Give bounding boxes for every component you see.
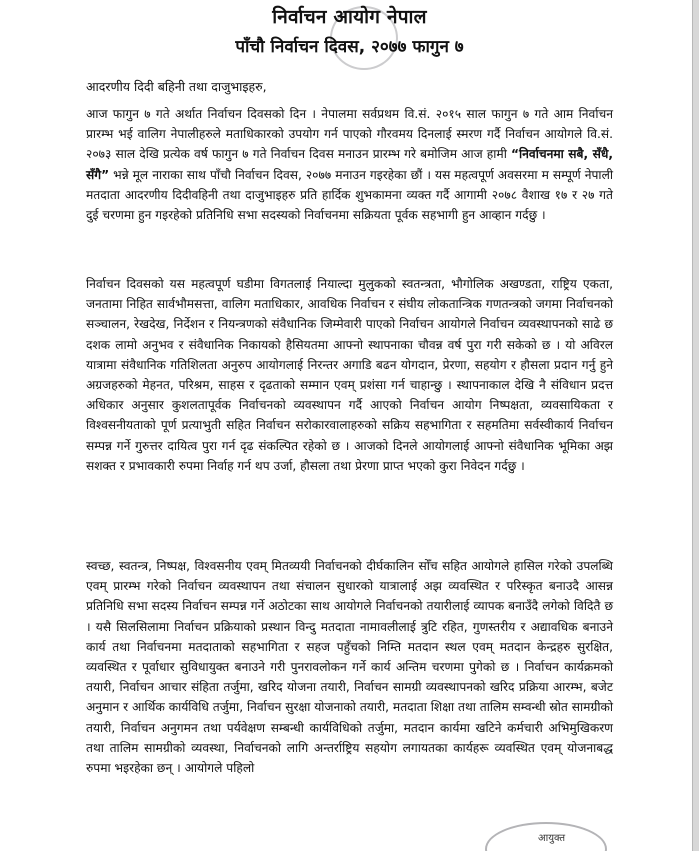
paragraph-1 — [86, 104, 613, 225]
organization-title: निर्वाचन आयोग नेपाल — [272, 6, 427, 28]
stamp-bottom-text: आयुक्त — [538, 833, 566, 844]
event-title: पाँचौ निर्वाचन दिवस, २०७७ फागुन ७ — [235, 37, 464, 57]
paragraph-1-part-1: आज फागुन ७ गते अर्थात निर्वाचन दिवसको दिन । नेपालमा सर्वप्रथम वि.सं. २०१५ साल फागुन ७ गते आम निर्वाचन प्रारम्भ भई वालिग नेपालीहरुले मताधिकारको उपयोग गर्न पाएको गौरवमय दिनलाई स्मरण गर्दै निर्वाचन आयोगले वि.सं. २०७३ साल देखि प्रत्येक वर्ष फागुन ७ गते निर्वाचन दिवस मनाउन प्रारम्भ गरे बमोजिम आज हामी — [86, 107, 613, 162]
salutation: आदरणीय दिदी बहिनी तथा दाजुभाइहरु, — [86, 79, 267, 94]
paragraph-2: निर्वाचन दिवसको यस महत्वपूर्ण घडीमा विगतलाई नियाल्दा मुलुकको स्वतन्त्रता, भौगोलिक अखण्डता, राष्ट्रिय एकता, जनतामा निहित सार्वभौमसत्ता, वालिग मताधिकार, आवधिक निर्वाचन र संघीय लोकतान्त्रिक गणतन्त्रको जगमा निर्वाचनको सञ्चालन, रेखदेख, निर्देशन र नियन्त्रणको संवैधानिक जिम्मेवारी पाएको निर्वाचन आयोगले निर्वाचन व्यवस्थापनको साढे छ दशक लामो अनुभव र संवैधानिक निकायको हैसियतमा आफ्नो स्थापनाका चौवन्न वर्ष पुरा गरी सकेको छ । यो अविरल यात्रामा संवैधानिक गतिशिलता अनुरुप आयोगलाई निरन्तर अगाडि बढन योगदान, प्रेरणा, सहयोग र हौसला प्रदान गर्नु हुने अग्रजहरुको मेहनत, परिश्रम, साहस र दृढताको सम्मान एवम् प्रशंसा गर्न चाहान्छु । स्थापनाकाल देखि नै संविधान प्रदत्त अधिकार अनुसार कुशलतापूर्वक निर्वाचनको व्यवस्थापन गर्दै आएको निर्वाचन आयोग निष्पक्षता, व्यवसायिकता र विश्वसनीयताको पूर्ण प्रत्याभुती सहित निर्वाचन सरोकारवालाहरुको सक्रिय सहभागिता र सहमतिमा सर्वस्वीकार्य निर्वाचन सम्पन्न गर्ने गुरुत्तर दायित्व पुरा गर्न दृढ संकल्पित रहेको छ । आजको दिनले आयोगलाई आफ्नो संवैधानिक भूमिका अझ सशक्त र प्रभावकारी रुपमा निर्वाह गर्न थप उर्जा, हौसला तथा प्रेरणा प्राप्त भएको कुरा निवेदन गर्दछु । — [86, 277, 613, 473]
page-edge — [692, 0, 699, 851]
slogan-text: “निर्वाचनमा सबै, सँधै, सँगै” — [86, 147, 613, 182]
letter-header — [0, 4, 699, 60]
paragraph-3: स्वच्छ, स्वतन्त्र, निष्पक्ष, विश्वसनीय एवम् मितव्ययी निर्वाचनको दीर्घकालिन सोँच सहित आयोगले हासिल गरेको उपलब्धि एवम् प्रारम्भ गरेको निर्वाचन व्यवस्थापन तथा संचालन सुधारको यात्रालाई अझ व्यवस्थित र परिस्कृत बनाउदै आसन्न प्रतिनिधि सभा सदस्य निर्वाचन सम्पन्न गर्ने अठोटका साथ आयोगले निर्वाचनको तयारीलाई व्यापक बनाउँदै लगेको विदितै छ । यसै सिलसिलामा निर्वाचन प्रक्रियाको प्रस्थान विन्दु मतदाता नामावलीलाई त्रुटि रहित, गुणस्तरीय र अद्यावधिक बनाउने कार्य तथा निर्वाचनमा मतदाताको सहभागिता र सहज पहुँचको निम्ति मतदान स्थल एवम् मतदान केन्द्रहरु सुरक्षित, व्यवस्थित र पूर्वाधार सुविधायुक्त बनाउने गरी पुनरावलोकन गर्ने कार्य अन्तिम चरणमा पुगेको छ । निर्वाचन कार्यक्रमको तयारी, निर्वाचन आचार संहिता तर्जुमा, खरिद योजना तयारी, निर्वाचन सामग्री व्यवस्थापनको खरिद प्रक्रिया आरम्भ, बजेट अनुमान र आर्थिक कार्यविधि तर्जुमा, निर्वाचन सुरक्षा योजनाको तयारी, मतदाता शिक्षा तथा तालिम सम्वन्धी स्रोत सामग्रीको तयारी, निर्वाचन अनुगमन तथा पर्यवेक्षण सम्बन्धी कार्यविधिको तर्जुमा, मतदान कार्यमा खटिने कर्मचारी अभिमुखिकरण तथा तालिम सामग्रीको व्यवस्था, निर्वाचनको लागि अन्तर्राष्ट्रिय सहयोग लगायतका कार्यहरू व्यवस्थित एवम् योजनाबद्ध रुपमा भइरहेका छन् । आयोगले पहिलो — [86, 559, 613, 776]
paragraph-1-part-2: भन्ने मूल नाराका साथ पाँचौ निर्वाचन दिवस, २०७७ मनाउन गइरहेका छौं । यस महत्वपूर्ण अवसरमा म सम्पूर्ण नेपाली मतदाता आदरणीय दिदीवहिनी तथा दाजुभाइहरु प्रति हार्दिक शुभकामना व्यक्त गर्दै आगामी २०७८ वैशाख १७ र २७ गते दुई चरणमा हुन गइरहेको प्रतिनिधि सभा सदस्यको निर्वाचनमा सक्रियता पूर्वक सहभागी हुन आव्हान गर्दछु । — [86, 167, 613, 223]
